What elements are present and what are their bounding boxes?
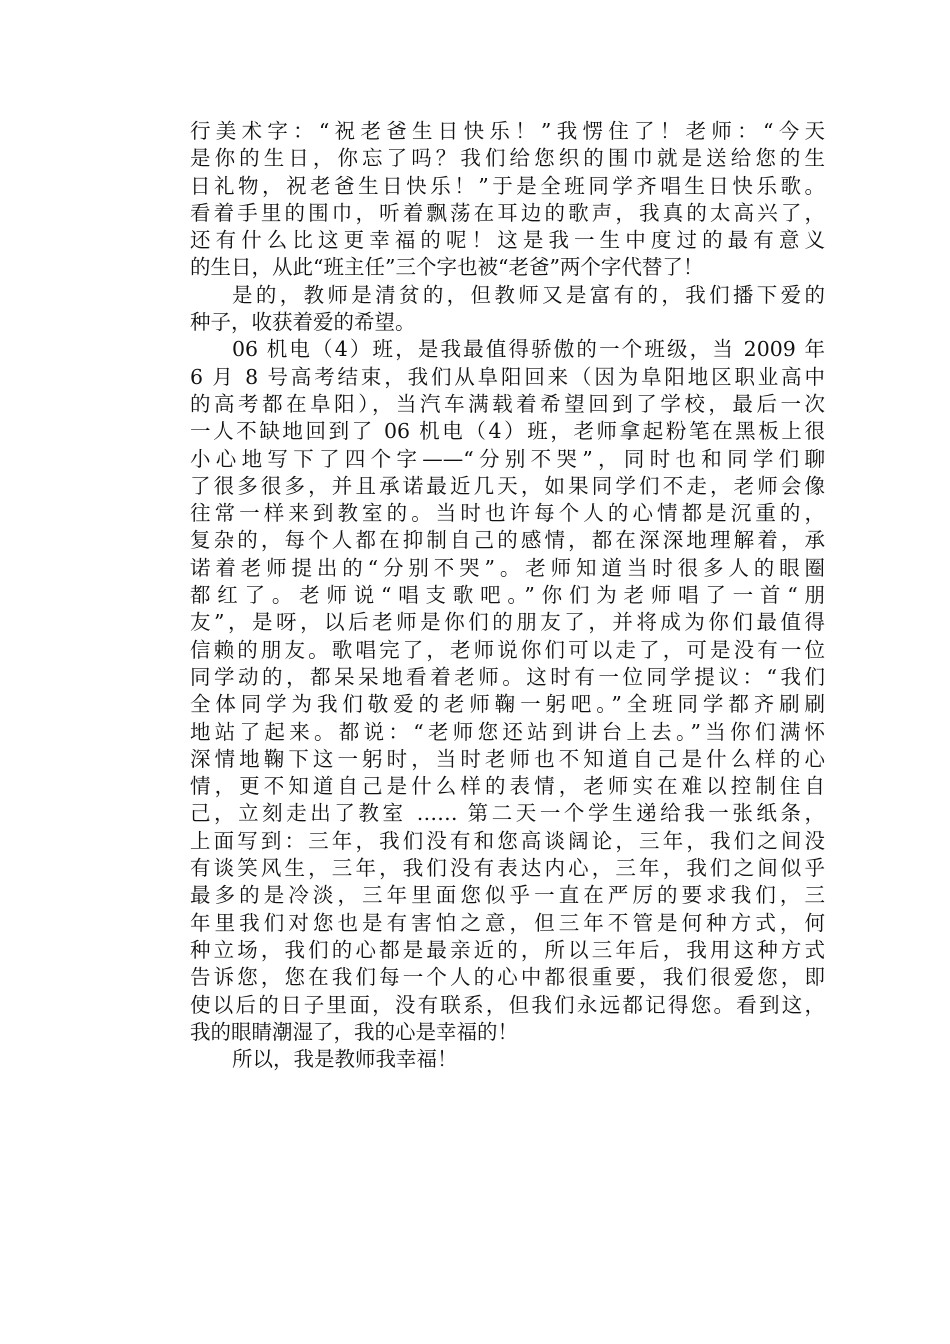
text-line: 己，立刻走出了教室 …… 第二天一个学生递给我一张纸条， xyxy=(190,801,825,826)
text-line: 是你的生日，你忘了吗？我们给您织的围巾就是送给您的生 xyxy=(190,146,825,171)
text-line: 种立场，我们的心都是最亲近的，所以三年后，我用这种方式 xyxy=(190,937,825,962)
text-line: 是的，教师是清贫的，但教师又是富有的，我们播下爱的 xyxy=(232,282,825,307)
text-line: 有谈笑风生，三年，我们没有表达内心，三年，我们之间似乎 xyxy=(190,856,825,881)
text-line: 种子，收获着爱的希望。 xyxy=(190,310,416,335)
text-line: 诺着老师提出的“分别不哭”。老师知道当时很多人的眼圈 xyxy=(190,555,825,580)
text-line: 往常一样来到教室的。当时也许每个人的心情都是沉重的， xyxy=(190,501,825,526)
body-text xyxy=(190,118,825,1073)
text-line: 06 机电（4）班，是我最值得骄傲的一个班级，当 2009 年 xyxy=(232,337,825,362)
text-line: 全体同学为我们敬爱的老师鞠一躬吧。”全班同学都齐刷刷 xyxy=(190,692,825,717)
text-line: 告诉您，您在我们每一个人的心中都很重要，我们很爱您，即 xyxy=(190,965,825,990)
text-line: 还有什么比这更幸福的呢！这是我一生中度过的最有意义 xyxy=(190,228,825,253)
text-line: 一人不缺地回到了 06 机电（4）班，老师拿起粉笔在黑板上很 xyxy=(190,419,825,444)
text-line: 所以，我是教师我幸福！ xyxy=(232,1047,458,1072)
text-line: 地站了起来。都说：“老师您还站到讲台上去。”当你们满怀 xyxy=(190,719,825,744)
text-line: 6 月 8 号高考结束，我们从阜阳回来（因为阜阳地区职业高中 xyxy=(190,364,825,389)
text-line: 上面写到：三年，我们没有和您高谈阔论，三年，我们之间没 xyxy=(190,828,825,853)
text-line: 都红了。老师说“唱支歌吧。”你们为老师唱了一首“朋 xyxy=(190,583,825,608)
text-line: 最多的是冷淡，三年里面您似乎一直在严厉的要求我们，三 xyxy=(190,883,825,908)
text-line: 看着手里的围巾，听着飘荡在耳边的歌声，我真的太高兴了， xyxy=(190,200,825,225)
text-line: 我的眼睛潮湿了，我的心是幸福的！ xyxy=(190,1019,518,1044)
text-line: 深情地鞠下这一躬时，当时老师也不知道自己是什么样的心 xyxy=(190,746,825,771)
text-line: 了很多很多，并且承诺最近几天，如果同学们不走，老师会像 xyxy=(190,473,825,498)
text-line: 信赖的朋友。歌唱完了，老师说你们可以走了，可是没有一位 xyxy=(190,637,825,662)
text-line: 情，更不知道自己是什么样的表情，老师实在难以控制住自 xyxy=(190,774,825,799)
text-line: 友”，是呀，以后老师是你们的朋友了，并将成为你们最值得 xyxy=(190,610,825,635)
text-line: 行美术字：“祝老爸生日快乐！”我愣住了！老师：“今天 xyxy=(190,119,825,143)
text-line: 日礼物，祝老爸生日快乐！”于是全班同学齐唱生日快乐歌。 xyxy=(190,173,825,198)
text-line: 的高考都在阜阳），当汽车满载着希望回到了学校，最后一次 xyxy=(190,391,825,416)
text-line: 年里我们对您也是有害怕之意，但三年不管是何种方式，何 xyxy=(190,910,825,935)
text-line: 使以后的日子里面，没有联系，但我们永远都记得您。看到这， xyxy=(190,992,825,1017)
text-line: 同学动的，都呆呆地看着老师。这时有一位同学提议：“我们 xyxy=(190,664,825,689)
text-line: 的生日，从此“班主任”三个字也被“老爸”两个字代替了！ xyxy=(190,255,704,280)
text-line: 复杂的，每个人都在抑制自己的感情，都在深深地理解着，承 xyxy=(190,528,825,553)
text-line: 小心地写下了四个字——“分别不哭”，同时也和同学们聊 xyxy=(190,446,825,471)
